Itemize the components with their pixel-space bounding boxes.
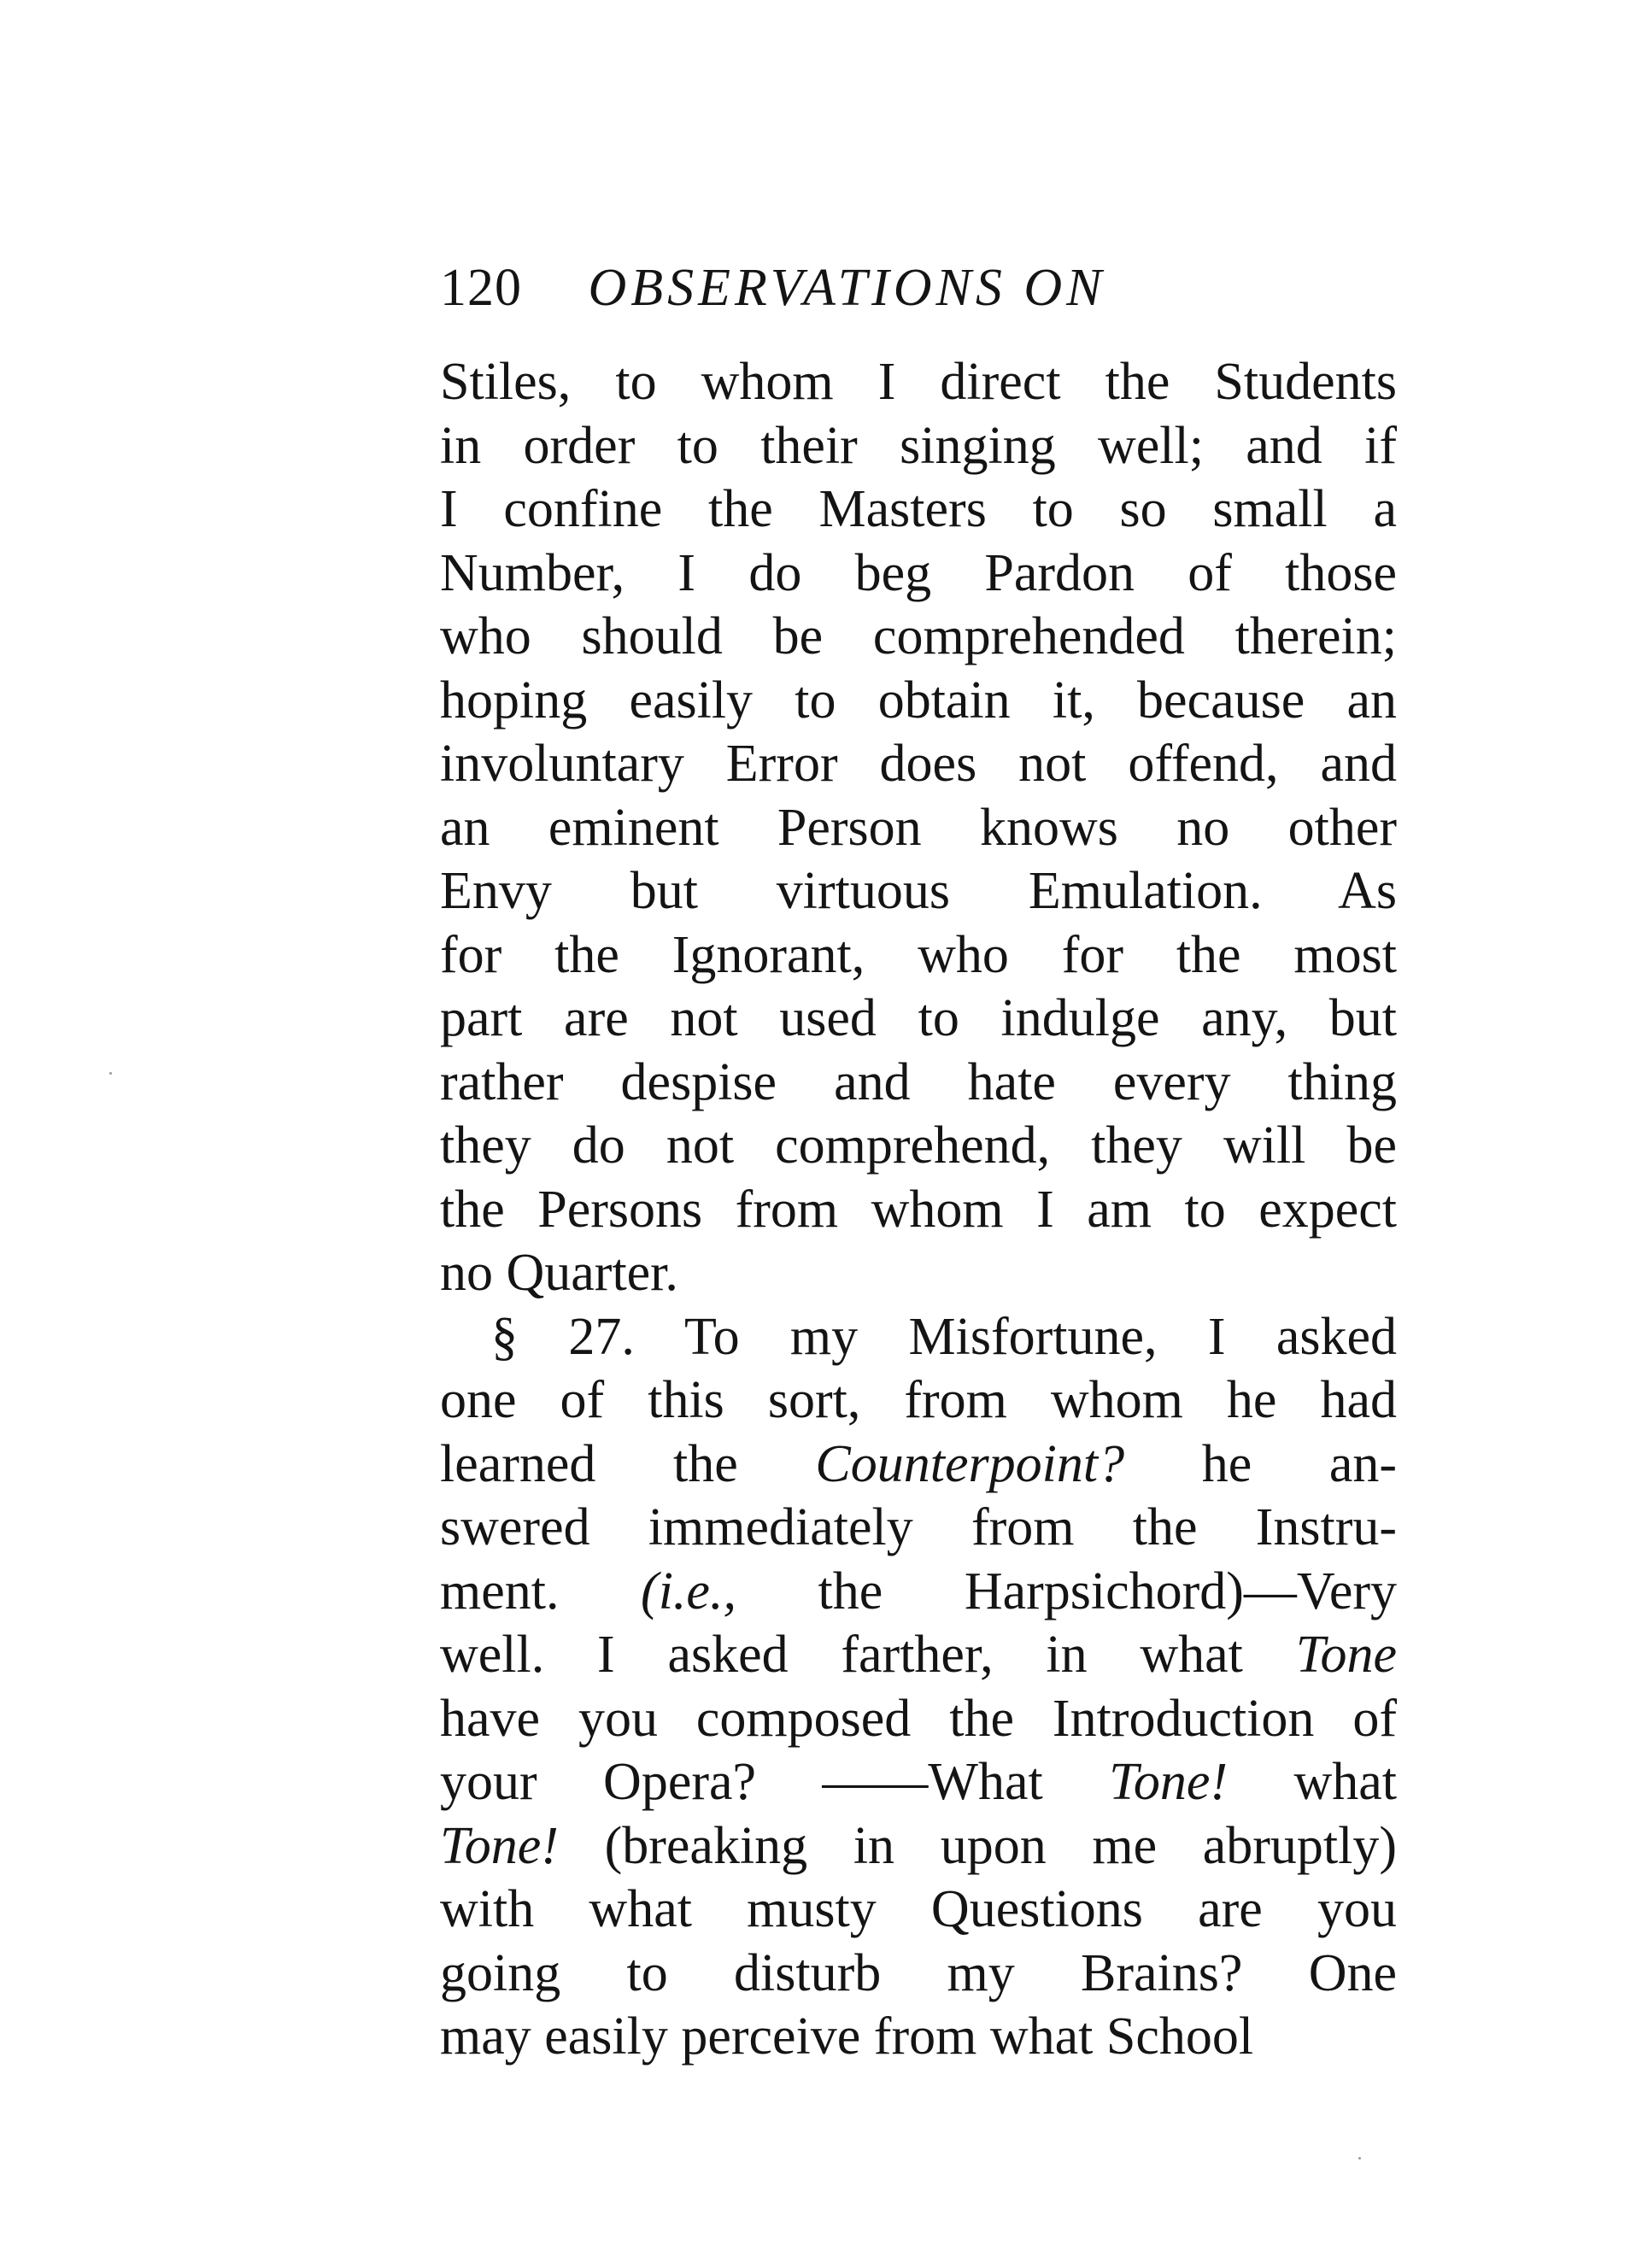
text-segment: the Persons from whom I am to expect bbox=[440, 1180, 1397, 1239]
text-line bbox=[440, 1368, 1397, 1433]
paper-speck bbox=[1358, 2157, 1361, 2160]
text-line bbox=[440, 414, 1397, 478]
italic-text-segment: (i.e., bbox=[641, 1562, 736, 1620]
italic-text-segment: Tone! bbox=[1109, 1753, 1229, 1811]
text-segment: they do not comprehend, they will be bbox=[440, 1116, 1397, 1175]
text-line bbox=[440, 1623, 1397, 1687]
text-line bbox=[440, 1942, 1397, 2006]
text-line bbox=[440, 859, 1397, 923]
paper-speck bbox=[109, 1072, 112, 1075]
text-line bbox=[440, 1433, 1397, 1497]
italic-text-segment: Tone! bbox=[440, 1816, 559, 1875]
text-line bbox=[440, 923, 1397, 987]
text-segment: rather despise and hate every thing bbox=[440, 1052, 1397, 1111]
text-line bbox=[440, 542, 1397, 606]
text-segment: going to disturb my Brains? One bbox=[440, 1943, 1397, 2002]
text-line bbox=[440, 1051, 1397, 1115]
text-line bbox=[440, 2005, 1397, 2069]
text-line bbox=[440, 1687, 1397, 1751]
text-line bbox=[440, 796, 1397, 860]
text-segment: (breaking in upon me abruptly) bbox=[558, 1816, 1397, 1875]
body-text bbox=[440, 350, 1397, 2069]
running-title: OBSERVATIONS ON bbox=[588, 259, 1106, 317]
text-segment: who should be comprehended therein; bbox=[440, 607, 1397, 665]
text-line bbox=[440, 987, 1397, 1051]
text-line bbox=[440, 1241, 1397, 1305]
text-segment: with what musty Questions are you bbox=[440, 1880, 1397, 1938]
text-line bbox=[440, 1750, 1397, 1814]
text-line bbox=[440, 669, 1397, 733]
italic-text-segment: Tone bbox=[1295, 1626, 1397, 1684]
text-line bbox=[440, 732, 1397, 796]
italic-text-segment: Counterpoint? bbox=[815, 1434, 1125, 1493]
text-segment: what bbox=[1228, 1753, 1397, 1811]
text-segment: hoping easily to obtain it, because an bbox=[440, 671, 1397, 730]
text-segment: Stiles, to whom I direct the Students bbox=[440, 353, 1397, 411]
text-line bbox=[440, 1814, 1397, 1878]
running-header bbox=[440, 249, 1397, 326]
text-segment: part are not used to indulge any, but bbox=[440, 989, 1397, 1047]
text-segment: § 27. To my Misfortune, I asked bbox=[491, 1307, 1397, 1366]
text-segment: one of this sort, from whom he had bbox=[440, 1371, 1397, 1429]
text-line bbox=[440, 1178, 1397, 1242]
text-segment: for the Ignorant, who for the most bbox=[440, 925, 1397, 984]
text-line bbox=[440, 1878, 1397, 1942]
text-segment: may easily perceive from what School bbox=[440, 2007, 1254, 2066]
text-line bbox=[440, 1496, 1397, 1560]
text-segment: ment. bbox=[440, 1562, 642, 1620]
text-segment: the Harpsichord)—Very bbox=[736, 1562, 1397, 1620]
text-segment: swered immediately from the Instru- bbox=[440, 1498, 1397, 1556]
text-segment: Envy but virtuous Emulation. As bbox=[440, 862, 1397, 920]
text-line bbox=[440, 478, 1397, 542]
text-segment: have you composed the Introduction of bbox=[440, 1689, 1397, 1748]
text-line bbox=[440, 1114, 1397, 1178]
text-line bbox=[440, 605, 1397, 669]
text-segment: no Quarter. bbox=[440, 1244, 678, 1302]
text-segment: learned the bbox=[440, 1434, 816, 1493]
text-segment: your Opera? ——What bbox=[440, 1753, 1110, 1811]
text-line bbox=[440, 350, 1397, 414]
text-segment: Number, I do beg Pardon of those bbox=[440, 543, 1397, 602]
text-segment: he an- bbox=[1124, 1434, 1398, 1493]
text-segment: in order to their singing well; and if bbox=[440, 416, 1397, 475]
text-segment: an eminent Person knows no other bbox=[440, 798, 1397, 857]
text-segment: I confine the Masters to so small a bbox=[440, 480, 1397, 538]
text-line bbox=[440, 1560, 1397, 1624]
text-line bbox=[440, 1305, 1397, 1369]
text-segment: involuntary Error does not offend, and bbox=[440, 735, 1397, 793]
text-segment: well. I asked farther, in what bbox=[440, 1626, 1296, 1684]
page-number: 120 bbox=[440, 259, 522, 317]
